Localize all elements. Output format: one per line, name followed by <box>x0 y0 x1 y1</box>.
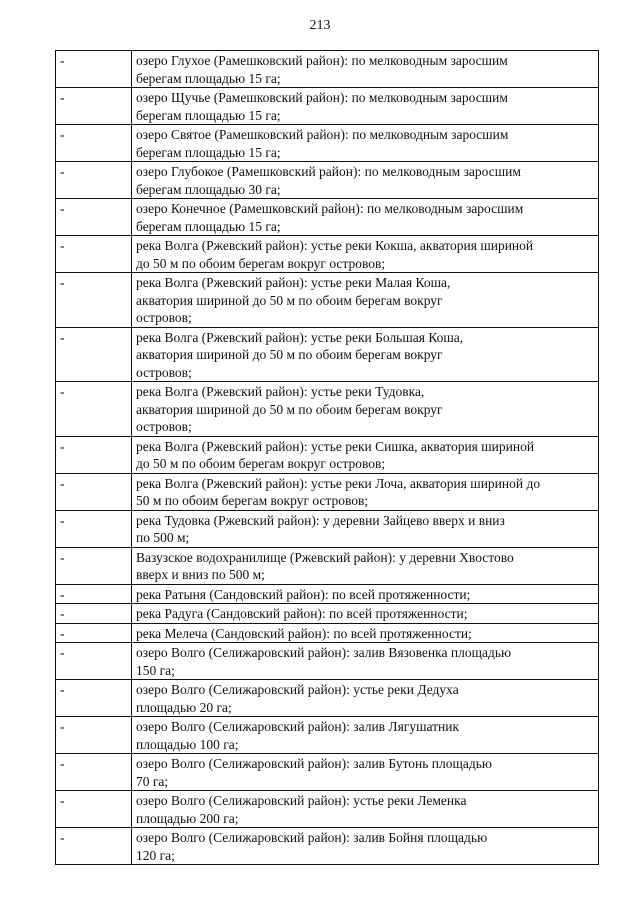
table-row <box>56 510 599 547</box>
table-row <box>56 236 599 273</box>
row-text-cell <box>132 327 599 382</box>
row-text-line: озеро Волго (Селижаровский район): залив Бутонь площадью <box>136 756 493 771</box>
row-text-line: островов; <box>136 310 192 325</box>
row-marker: - <box>56 754 132 791</box>
row-text-line: берегам площадью 30 га; <box>136 181 281 197</box>
row-text-line: река Волга (Ржевский район): устье реки Малая Коша, <box>136 275 451 290</box>
row-text-line: до 50 м по обоим берегам вокруг островов; <box>136 456 386 471</box>
table-row <box>56 125 599 162</box>
table-row <box>56 623 599 643</box>
table-row <box>56 436 599 473</box>
row-marker: - <box>56 236 132 273</box>
row-text-line: 70 га; <box>136 773 169 789</box>
row-text-line: островов; <box>136 364 192 380</box>
row-text-line: площадью 20 га; <box>136 699 232 715</box>
row-text-line: озеро Святое (Рамешковский район): по мелководным заросшим <box>136 127 509 142</box>
row-text-cell <box>132 680 599 717</box>
row-text-cell <box>132 510 599 547</box>
row-text-cell <box>132 754 599 791</box>
row-text-cell <box>132 162 599 199</box>
row-text-line: акватория шириной до 50 м по обоим берегам вокруг <box>136 347 443 362</box>
row-text-cell <box>132 604 599 624</box>
row-text-line: акватория шириной до 50 м по обоим берегам вокруг <box>136 292 443 308</box>
row-text-cell <box>132 436 599 473</box>
row-marker: - <box>56 510 132 547</box>
row-text-line: 50 м по обоим берегам вокруг островов; <box>136 493 369 508</box>
table-row <box>56 717 599 754</box>
row-marker: - <box>56 547 132 584</box>
row-marker: - <box>56 199 132 236</box>
row-marker: - <box>56 643 132 680</box>
row-marker: - <box>56 88 132 125</box>
row-text-line: река Волга (Ржевский район): устье реки Тудовка, <box>136 384 425 399</box>
row-text-line: озеро Щучье (Рамешковский район): по мелководным заросшим <box>136 90 508 105</box>
table-row <box>56 473 599 510</box>
table-row <box>56 199 599 236</box>
row-marker: - <box>56 273 132 328</box>
row-text-line: река Мелеча (Сандовский район): по всей протяженности; <box>136 625 472 641</box>
row-text-cell <box>132 623 599 643</box>
row-marker: - <box>56 125 132 162</box>
table-row <box>56 754 599 791</box>
table-row <box>56 88 599 125</box>
row-marker: - <box>56 623 132 643</box>
document-table <box>55 50 599 865</box>
row-text-cell <box>132 273 599 328</box>
row-text-line: озеро Глубокое (Рамешковский район): по мелководным заросшим <box>136 164 521 179</box>
row-text-line: берегам площадью 15 га; <box>136 144 281 160</box>
row-text-line: площадью 100 га; <box>136 736 239 752</box>
row-text-line: берегам площадью 15 га; <box>136 107 281 123</box>
row-marker: - <box>56 584 132 604</box>
row-text-line: озеро Волго (Селижаровский район): устье реки Дедуха <box>136 682 459 697</box>
row-text-line: 150 га; <box>136 662 175 678</box>
table-row <box>56 327 599 382</box>
table-row <box>56 51 599 88</box>
row-marker: - <box>56 162 132 199</box>
row-text-line: вверх и вниз по 500 м; <box>136 567 265 582</box>
row-text-line: озеро Волго (Селижаровский район): залив Вязовенка площадью <box>136 645 512 660</box>
row-text-line: озеро Волго (Селижаровский район): залив Бойня площадью <box>136 830 488 845</box>
row-marker: - <box>56 828 132 865</box>
row-marker: - <box>56 51 132 88</box>
row-text-cell <box>132 584 599 604</box>
row-marker: - <box>56 680 132 717</box>
row-text-cell <box>132 382 599 437</box>
row-marker: - <box>56 382 132 437</box>
row-marker: - <box>56 717 132 754</box>
table-row <box>56 680 599 717</box>
row-text-cell <box>132 473 599 510</box>
table-row <box>56 273 599 328</box>
row-text-cell <box>132 828 599 865</box>
row-text-cell <box>132 88 599 125</box>
row-text-line: река Тудовка (Ржевский район): у деревни Зайцево вверх и вниз <box>136 512 505 528</box>
row-text-cell <box>132 547 599 584</box>
row-text-line: озеро Конечное (Рамешковский район): по мелководным заросшим <box>136 201 524 216</box>
row-text-line: берегам площадью 15 га; <box>136 70 281 86</box>
row-marker: - <box>56 791 132 828</box>
document-table-body <box>56 51 599 865</box>
table-row <box>56 791 599 828</box>
row-text-line: озеро Волго (Селижаровский район): устье реки Леменка <box>136 793 467 808</box>
row-text-cell <box>132 199 599 236</box>
row-text-line: Вазузское водохранилище (Ржевский район): у деревни Хвостово <box>136 549 514 565</box>
row-text-line: площадью 200 га; <box>136 810 239 826</box>
table-row <box>56 547 599 584</box>
page-number: 213 <box>309 18 331 33</box>
row-text-line: островов; <box>136 419 192 434</box>
row-text-line: река Ратыня (Сандовский район): по всей протяженности; <box>136 586 471 602</box>
row-text-cell <box>132 643 599 680</box>
table-row <box>56 584 599 604</box>
row-text-cell <box>132 51 599 88</box>
row-text-line: озеро Глухое (Рамешковский район): по мелководным заросшим <box>136 53 508 68</box>
row-text-line: река Радуга (Сандовский район): по всей протяженности; <box>136 606 468 621</box>
row-marker: - <box>56 604 132 624</box>
row-marker: - <box>56 473 132 510</box>
row-text-cell <box>132 236 599 273</box>
table-row <box>56 382 599 437</box>
table-row <box>56 162 599 199</box>
row-text-line: река Волга (Ржевский район): устье реки Большая Коша, <box>136 329 464 345</box>
row-text-line: озеро Волго (Селижаровский район): залив Лягушатник <box>136 719 460 734</box>
row-marker: - <box>56 436 132 473</box>
row-text-line: река Волга (Ржевский район): устье реки Лоча, акватория шириной до <box>136 475 541 491</box>
row-text-cell <box>132 791 599 828</box>
row-text-line: по 500 м; <box>136 530 190 545</box>
row-text-line: 120 га; <box>136 847 175 863</box>
table-row <box>56 604 599 624</box>
table-row <box>56 643 599 680</box>
row-text-cell <box>132 717 599 754</box>
row-marker: - <box>56 327 132 382</box>
table-row <box>56 828 599 865</box>
row-text-line: берегам площадью 15 га; <box>136 218 281 234</box>
row-text-line: до 50 м по обоим берегам вокруг островов; <box>136 255 386 271</box>
row-text-line: акватория шириной до 50 м по обоим берегам вокруг <box>136 401 443 417</box>
row-text-line: река Волга (Ржевский район): устье реки Сишка, акватория шириной <box>136 438 535 454</box>
row-text-line: река Волга (Ржевский район): устье реки Кокша, акватория шириной <box>136 238 534 253</box>
row-text-cell <box>132 125 599 162</box>
